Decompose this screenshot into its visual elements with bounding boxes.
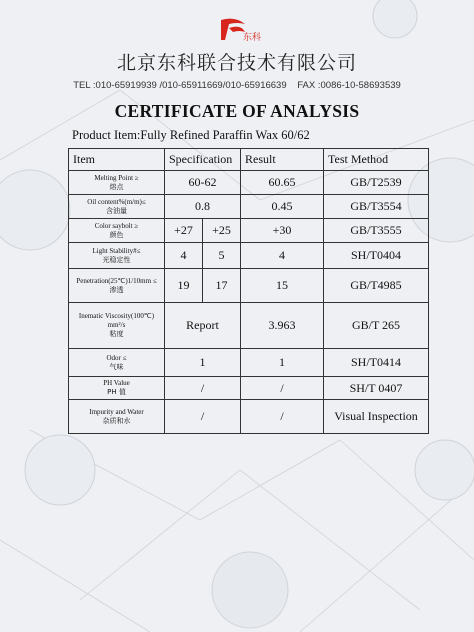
row-result: 1 bbox=[241, 349, 324, 377]
row-method: GB/T4985 bbox=[324, 269, 429, 303]
row-item: Melting Point ≥ 熔点 bbox=[69, 171, 165, 195]
row-spec-a: 4 bbox=[165, 243, 203, 269]
row-item: Impurity and Water 杂质和水 bbox=[69, 400, 165, 434]
contact-line bbox=[0, 80, 474, 91]
header-item: Item bbox=[69, 149, 165, 171]
row-result: 3.963 bbox=[241, 303, 324, 349]
row-item: Color saybolt ≥ 颜色 bbox=[69, 219, 165, 243]
row-method: SH/T0404 bbox=[324, 243, 429, 269]
row-item: Light Stability#≤ 光稳定性 bbox=[69, 243, 165, 269]
fax-number: FAX :0086-10-58693539 bbox=[297, 80, 401, 91]
row-method: SH/T 0407 bbox=[324, 377, 429, 400]
table-row bbox=[69, 303, 429, 349]
row-item: PH Value PH 值 bbox=[69, 377, 165, 400]
row-method: GB/T 265 bbox=[324, 303, 429, 349]
row-spec: 60-62 bbox=[165, 171, 241, 195]
document-title: CERTIFICATE OF ANALYSIS bbox=[114, 101, 360, 121]
row-spec-b: 17 bbox=[203, 269, 241, 303]
row-result: 4 bbox=[241, 243, 324, 269]
analysis-table bbox=[68, 148, 429, 434]
table-row bbox=[69, 269, 429, 303]
table-row bbox=[69, 195, 429, 219]
row-method: GB/T3555 bbox=[324, 219, 429, 243]
row-result: 15 bbox=[241, 269, 324, 303]
row-result: 60.65 bbox=[241, 171, 324, 195]
row-method: GB/T3554 bbox=[324, 195, 429, 219]
row-spec: 1 bbox=[165, 349, 241, 377]
header-test-method: Test Method bbox=[324, 149, 429, 171]
table-header-row bbox=[69, 149, 429, 171]
table-row bbox=[69, 400, 429, 434]
row-spec-b: 5 bbox=[203, 243, 241, 269]
table-row bbox=[69, 171, 429, 195]
row-result: / bbox=[241, 377, 324, 400]
header-result: Result bbox=[241, 149, 324, 171]
row-item: Oil content%(m/m)≤ 含油量 bbox=[69, 195, 165, 219]
row-method: SH/T0414 bbox=[324, 349, 429, 377]
table-row bbox=[69, 377, 429, 400]
product-item: Product Item:Fully Refined Paraffin Wax 60/62 bbox=[72, 128, 310, 142]
table-row bbox=[69, 243, 429, 269]
company-logo bbox=[215, 14, 263, 46]
row-method: Visual Inspection bbox=[324, 400, 429, 434]
telephone-numbers: TEL :010-65919939 /010-65911669/010-65916639 bbox=[73, 80, 287, 91]
row-spec-a: +27 bbox=[165, 219, 203, 243]
row-item: Inematic Viscosity(100℃) mm²/s 粘度 bbox=[69, 303, 165, 349]
row-item: Penetration(25℃)1/10mm ≤ 渗透 bbox=[69, 269, 165, 303]
row-spec-b: +25 bbox=[203, 219, 241, 243]
table-row bbox=[69, 219, 429, 243]
row-result: / bbox=[241, 400, 324, 434]
row-spec: 0.8 bbox=[165, 195, 241, 219]
company-name: 北京东科联合技术有限公司 bbox=[116, 52, 357, 74]
logo-text: 东科 bbox=[243, 33, 262, 43]
header-specification: Specification bbox=[165, 149, 241, 171]
table-row bbox=[69, 349, 429, 377]
row-spec: Report bbox=[165, 303, 241, 349]
row-result: 0.45 bbox=[241, 195, 324, 219]
row-item: Odor ≤ 气味 bbox=[69, 349, 165, 377]
row-spec: / bbox=[165, 400, 241, 434]
row-spec: / bbox=[165, 377, 241, 400]
row-spec-a: 19 bbox=[165, 269, 203, 303]
row-result: +30 bbox=[241, 219, 324, 243]
row-method: GB/T2539 bbox=[324, 171, 429, 195]
